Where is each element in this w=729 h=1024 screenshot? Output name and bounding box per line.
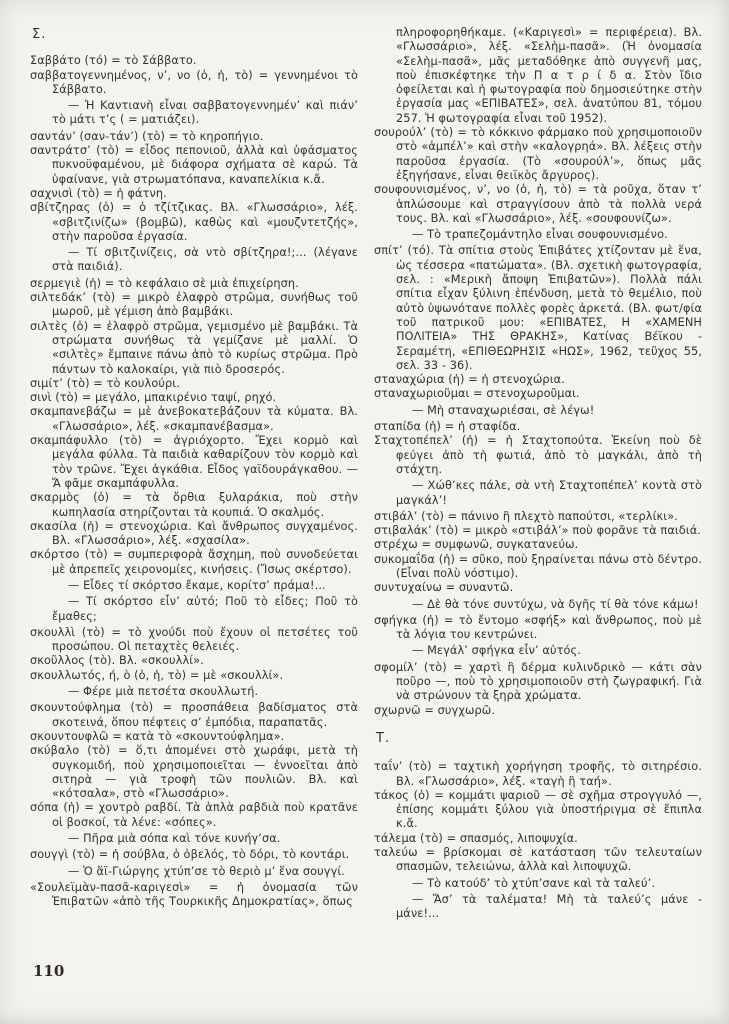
dictionary-entry: συντυχαίνω = συναντῶ. bbox=[374, 581, 514, 595]
dictionary-entry: σταναχωριοῦμαι = στενοχωροῦμαι. bbox=[374, 387, 580, 401]
dictionary-entry: στρέχω = συμφωνῶ, συγκατανεύω. bbox=[374, 538, 579, 552]
dictionary-entry: στιβαλάκ’ (τὸ) = μικρὸ «στιβάλ’» ποὺ φορᾶνε τὰ παιδιά. bbox=[374, 524, 701, 538]
usage-example-line: — Τὸ τραπεζομάντηλο εἶναι σουφουνισμένο. bbox=[412, 228, 668, 242]
dictionary-entry: σκύβαλο (τὸ) = ὅ,τι ἀπομένει στὸ χωράφι, μετὰ τὴ συγκομιδή, ποὺ χρησιμοποιεῖται — ἐννοεῖται ἀπὸ σιτηρὰ — γιὰ τροφὴ τῶν πουλιῶν. Βλ. καὶ «κότσαλα», στὸ «Γλωσσάριο». bbox=[30, 744, 358, 801]
dictionary-entry: σκαμπανεβάζω = μὲ ἀνεβοκατεβάζουν τὰ κύματα. Βλ. «Γλωσσάριο», λέξ. «σκαμπανέβασμα». bbox=[30, 405, 358, 433]
dictionary-entry: σουφουνισμένος, ν’, νο (ὁ, ἡ, τὸ) = τὰ ροῦχα, ὅταν τ’ ἁπλώσουμε καὶ στραγγίσουν ἀπὸ τὰ πολλὰ νερά τους. Βλ. καὶ «Γλωσσάριο», λέξ. «σουφουνίζω». bbox=[374, 183, 702, 225]
dictionary-entry: σόπα (ἡ) = χοντρὸ ραβδί. Τὰ ἁπλὰ ραβδιὰ ποὺ κρατᾶνε οἱ βοσκοί, τὰ λένε: «σόπες». bbox=[30, 801, 358, 829]
usage-example-line: — Μὴ σταναχωριέσαι, σὲ λέγω! bbox=[412, 403, 595, 417]
section-letter: Τ. bbox=[376, 730, 391, 746]
usage-example-line: — Εἶδες τί σκόρτσο ἔκαμε, κορίτσ’ πράμα!... bbox=[68, 578, 326, 592]
dictionary-entry: σαντάν’ (σαν-τάν’) (τὸ) = τὸ κηροπήγιο. bbox=[30, 129, 264, 143]
dictionary-entry: Σταχτοπέπελ’ (ἡ) = ἡ Σταχτοπούτα. Ἐκείνη ποὺ δὲ φεύγει ἀπὸ τὴ φωτιά, ἀπὸ τὸ μαγκάλι, ἀπὸ τὴ στάχτη. bbox=[374, 434, 702, 476]
usage-example-line: — Δὲ θὰ τόνε συντύχω, νὰ δγῆς τί θὰ τόνε κάμω! bbox=[412, 597, 699, 611]
dictionary-entry: σχωρνῶ = συγχωρῶ. bbox=[374, 703, 496, 717]
dictionary-entry: σκουλλωτός, ή, ὸ (ὁ, ἡ, τὸ) = μὲ «σκουλλί». bbox=[30, 668, 284, 682]
dictionary-entry: σκουλλὶ (τὸ) = τὸ χνούδι ποὺ ἔχουν οἱ πετσέτες τοῦ προσώπου. Οἱ πεταχτὲς θελειές. bbox=[30, 625, 358, 654]
dictionary-entry: σκουντουφλῶ = κατὰ τὸ «σκουντούφλημα». bbox=[30, 729, 285, 743]
dictionary-entry: τάκος (ὁ) = κομμάτι ψαριοῦ — σὲ σχῆμα στρογγυλό —, ἐπίσης κομμάτι ξύλου γιὰ ὑποστήριγμα σὲ ἔπιπλα κ.ἄ. bbox=[374, 788, 702, 831]
dictionary-entry: σουγγὶ (τὸ) = ἡ σούβλα, ὁ ὀβελός, τὸ δόρι, τὸ κοντάρι. bbox=[30, 848, 350, 862]
dictionary-entry: σκουντούφλημα (τὸ) = προσπάθεια βαδίσματος στὰ σκοτεινά, ὅπου πέφτεις σ’ ἐμπόδια, παραπατᾶς. bbox=[30, 701, 358, 729]
dictionary-entry: σκόρτσο (τὸ) = συμπεριφορὰ ἄσχημη, ποὺ συνοδεύεται μὲ ἀπρεπεῖς χειρονομίες, κινήσεις. (Ἴσως σκέρτσο). bbox=[30, 548, 358, 576]
dictionary-entry: σφήγκα (ἡ) = τὸ ἔντομο «σφήξ» καὶ ἄνθρωπος, ποὺ μὲ τὰ λόγια του κεντρώνει. bbox=[374, 613, 702, 642]
usage-example-line: — Μεγάλ’ σφήγκα εἶν’ αὐτός. bbox=[412, 644, 581, 658]
usage-example-line: — Ἡ Καντιανὴ εἶναι σαββατογεννημέν’ καὶ πιάν’ τὸ μάτι τ’ς ( = ματιάζει). bbox=[52, 99, 358, 127]
dictionary-entry: σκοῦλλος (τὸ). Βλ. «σκουλλί». bbox=[30, 654, 204, 668]
dictionary-entry: σουρούλ’ (τὸ) = τὸ κόκκινο φάρμακο ποὺ χρησιμοποιοῦν στὸ «ἀμπέλ’» καὶ στὴν «καλογρηά». Βλ. λέξεις στὴν παροῦσα ἐργασία. (Τὸ «σουρούλ’», ὅπως μᾶς ἐξηγήσανε, εἶναι θειϊκὸς ἄργυρος). bbox=[374, 126, 702, 182]
dictionary-entry: ταΐν’ (τὸ) = ταχτικὴ χορήγηση τροφῆς, τὸ σιτηρέσιο. Βλ. «Γλωσσάριο», λέξ. «ταγὴ ἢ ταή». bbox=[374, 760, 702, 788]
dictionary-entry: σινὶ (τὸ) = μεγάλο, μπακιρένιο ταψί, ρηχό. bbox=[30, 391, 277, 405]
dictionary-entry: σιμίτ’ (τὸ) = τὸ κουλούρι. bbox=[30, 376, 180, 390]
dictionary-entry: σπίτ’ (τό). Τὰ σπίτια στοὺς Ἐπιβάτες χτίζονταν μὲ ἕνα, ὡς τέσσερα «πατώματα». (Βλ. σχετικὴ φωτογραφία, σελ. : «Μερικὴ ἄποψη Ἐπιβατῶν»). Πολλὰ πάλι σπίτια εἶχαν ξύλινη ἐπένδυση, μετὰ τὸ θεμέλιο, ποὺ αὐτὸ ὑψωνότανε πολλὲς φορὲς ἀρκετά. (Βλ. φωτ/φία τοῦ πατρικοῦ μου: «ΕΠΙΒΑΤΕΣ, Η «ΧΑΜΕΝΗ ΠΟΛΙΤΕΙΑ» ΤΗΣ ΘΡΑΚΗΣ», Κατίνας Βέϊκου - Σεραμέτη, «ΕΠΙΘΕΩΡΗΣΙΣ «ΗΩΣ», 1962, τεῦχος 55, σελ. 33 - 36). bbox=[374, 244, 702, 372]
right-column bbox=[374, 26, 702, 924]
dictionary-entry: σαχνισὶ (τὸ) = ἡ φάτνη. bbox=[30, 186, 167, 200]
dictionary-entry: συκομαΐδα (ἡ) = σῦκο, ποὺ ξηραίνεται πάνω στὸ δέντρο. (Εἶναι πολὺ νόστιμο). bbox=[374, 552, 702, 580]
dictionary-entry: σαντράτσ’ (τὸ) = εἶδος πεπονιοῦ, ἀλλὰ καὶ ὑφάσματος πυκνοϋφαμένου, μὲ διάφορα σχήματα σὲ καρώ. Τὰ ὑφαίνανε, γιὰ στρωματόπανα, καναπελίκια κ.ἄ. bbox=[30, 144, 358, 186]
dictionary-entry: στιβάλ’ (τὸ) = πάνινο ἢ πλεχτὸ παπούτσι, «τερλίκι». bbox=[374, 509, 678, 523]
dictionary-entry: τάλεμα (τὸ) = σπασμός, λιποψυχία. bbox=[374, 831, 578, 845]
dictionary-entry: σερμεγιὲ (ἡ) = τὸ κεφάλαιο σὲ μιὰ ἐπιχείρηση. bbox=[30, 276, 299, 290]
dictionary-entry: σφομίλ’ (τὸ) = χαρτὶ ἢ δέρμα κυλινδρικὸ — κάτι σὰν ποῦρο —, ποὺ τὸ χρησιμοποιοῦν στὴ ζωγραφική. Γιὰ νὰ στρώνουν τὰ ξηρὰ χρώματα. bbox=[374, 660, 702, 703]
dictionary-entry: «Σουλεϊμὰν-πασᾶ-καριγεσὶ» = ἡ ὀνομασία τῶν Ἐπιβατῶν «ἀπὸ τῆς Τουρκικῆς Δημοκρατίας», ὅπως bbox=[30, 880, 358, 909]
left-column bbox=[30, 26, 358, 924]
dictionary-entry: σταναχώρια (ἡ) = ἡ στενοχώρια. bbox=[374, 373, 565, 387]
dictionary-entry: σβίτζηρας (ὁ) = ὁ τζίτζικας. Βλ. «Γλωσσάριο», λέξ. «σβιτζινίζω» (βομβῶ), καθὼς καὶ «μουζντετζής», στὴν παροῦσα ἐργασία. bbox=[30, 201, 358, 243]
dictionary-entry: σκαμπάφυλλο (τὸ) = ἀγριόχορτο. Ἔχει κορμὸ καὶ μεγάλα φύλλα. Τὰ παιδιὰ καθαρίζουν τὸν κορμὸ καὶ τὸν τρῶνε. Ἔχει ἀγκάθια. Εἶδος γαϊδουράγκαθου. — Ἄ φᾶμε σκαμπάφυλλα. bbox=[30, 434, 358, 490]
page-number: 110 bbox=[33, 962, 65, 980]
usage-example-line: — Πῆρα μιὰ σόπα καὶ τόνε κυνήγ’σα. bbox=[68, 832, 281, 846]
dictionary-entry: ταλεύω = βρίσκομαι σὲ κατάσταση τῶν τελευταίων σπασμῶν, τελειώνω, ἀλλὰ καὶ λιποψυχῶ. bbox=[374, 846, 702, 874]
usage-example-line: — Ὁ ἅϊ-Γιώργης χτύπ’σε τὸ θεριὸ μ’ ἕνα σουγγί. bbox=[68, 864, 345, 878]
dictionary-entry: σταπίδα (ἡ) = ἡ σταφίδα. bbox=[374, 420, 521, 434]
dictionary-entry: σκασίλα (ἡ) = στενοχώρια. Καὶ ἄνθρωπος συγχαμένος. Βλ. «Γλωσσάριο», λέξ. «σχασίλα». bbox=[30, 519, 358, 548]
dictionary-entry: σιλτὲς (ὁ) = ἐλαφρὸ στρῶμα, γεμισμένο μὲ βαμβάκι. Τὰ στρώματα συνήθως τὰ γεμίζανε μὲ μαλλί. Ὁ «σιλτὲς» ἔμπαινε πάνω ἀπὸ τὸ κυρίως στρῶμα. Πρὸ πάντων τὸ καλοκαίρι, γιὰ πιὸ δροσερός. bbox=[30, 319, 358, 376]
dictionary-entry: σκαρμὸς (ὁ) = τὰ ὄρθια ξυλαράκια, ποὺ στὴν κωπηλασία στηρίζονται τὰ κουπιά. Ὁ σκαλμός. bbox=[30, 491, 358, 519]
usage-example-line: — Τί σβιτζινίζεις, σὰ ντὸ σβίτζηρα!;... (λέγανε στὰ παιδιά). bbox=[52, 246, 358, 274]
dictionary-entry: Σαββάτο (τό) = τὸ Σάββατο. bbox=[30, 54, 197, 68]
entry-continuation: πληροφορηθήκαμε. («Καριγεσὶ» = περιφέρεια). Βλ. «Γλωσσάριο», λέξ. «Σελὴμ-πασᾶ». (Ἡ ὀνομασία «Σελὴμ-πασᾶ», μᾶς μεταδόθηκε ἀπὸ συγγενῆ μας, ποὺ ἐπισκέφτηκε τὴν Π α τ ρ ί δ α. Στὸν ἴδιο ὀφείλεται καὶ ἡ φωτογραφία ποὺ δημοσιεύτηκε στὴν ἐργασία μας «ΕΠΙΒΑΤΕΣ», σελ. ἀνατύπου 81, τόμου 257. Ἡ φωτογραφία εἶναι τοῦ 1952). bbox=[396, 26, 702, 125]
usage-example-line: — Τὸ κατούδ’ τὸ χτύπ’σανε καὶ τὰ ταλεύ’. bbox=[412, 876, 656, 890]
usage-example-line: — Τί σκόρτσο εἶν’ αὐτό; Ποῦ τὸ εἶδες; Ποῦ τὸ ἔμαθες; bbox=[52, 595, 358, 623]
dictionary-entry: σαββατογεννημένος, ν’, νο (ὁ, ἡ, τὸ) = γεννημένοι τὸ Σάββατο. bbox=[30, 68, 358, 96]
usage-example-line: — Χώθ’κες πάλε, σὰ ντὴ Σταχτοπέπελ’ κοντὰ στὸ μαγκάλ’! bbox=[396, 479, 702, 507]
section-letter: Σ. bbox=[32, 27, 47, 42]
usage-example-line: — Ἄσ’ τὰ ταλέματα! Μὴ τὰ ταλεύ’ς μάνε - μάνε!... bbox=[396, 892, 702, 921]
usage-example-line: — Φέρε μιὰ πετσέτα σκουλλωτή. bbox=[68, 685, 259, 699]
dictionary-entry: σιλτεδάκ’ (τὸ) = μικρὸ ἐλαφρὸ στρῶμα, συνήθως τοῦ μωροῦ, μὲ γέμιση ἀπὸ βαμβάκι. bbox=[30, 291, 358, 319]
two-column-text-area bbox=[30, 26, 702, 924]
